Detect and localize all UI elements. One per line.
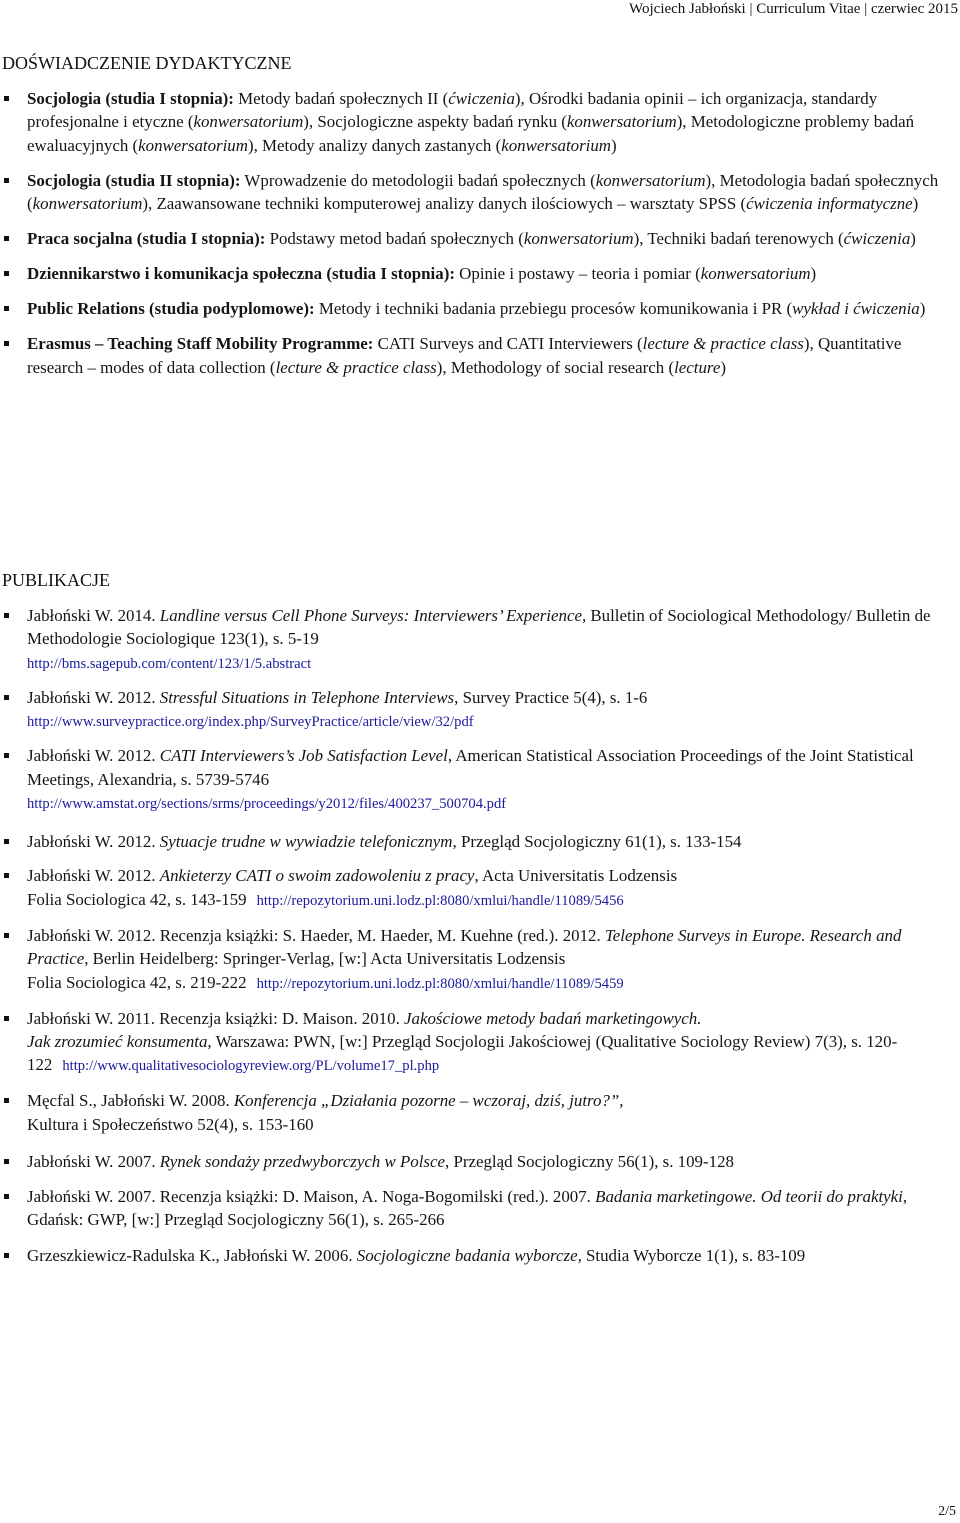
square-bullet-icon — [4, 933, 9, 938]
text-segment: Jabłoński W. 2007. Recenzja książki: D. Maison, A. Noga-Bogomilski (red.). 2007. — [27, 1186, 596, 1206]
publication-link[interactable]: http://repozytorium.uni.lodz.pl:8080/xmlui/handle/11089/5456 — [256, 892, 624, 909]
publication-item — [0, 686, 958, 733]
square-bullet-icon — [4, 1016, 9, 1021]
text-segment: konwersatorium — [595, 170, 706, 190]
text-segment: Jabłoński W. 2007. — [27, 1152, 160, 1172]
text-segment: ) — [919, 299, 926, 319]
text-segment: lecture & practice class — [642, 334, 804, 354]
text-segment: ) — [810, 264, 817, 284]
text-segment: konwersatorium — [700, 264, 811, 284]
text-segment: Socjologiczne badania wyborcze, — [356, 1245, 582, 1265]
text-segment: , Przegląd Socjologiczny 56(1), s. 109-128 — [445, 1152, 734, 1172]
publication-link[interactable]: http://www.qualitativesociologyreview.org/PL/volume17_pl.php — [62, 1058, 440, 1075]
square-bullet-icon — [4, 306, 9, 311]
teaching-item — [0, 262, 958, 285]
text-segment: konwersatorium — [193, 112, 304, 132]
publication-link[interactable]: http://www.surveypractice.org/index.php/SurveyPractice/article/view/32/pdf — [27, 714, 474, 731]
text-segment: konwersatorium — [501, 135, 612, 155]
square-bullet-icon — [4, 839, 9, 844]
square-bullet-icon — [4, 178, 9, 183]
text-segment: ), Zaawansowane techniki komputerowej analizy danych ilościowych – warsztaty SPSS ( — [142, 194, 747, 214]
teaching-list — [0, 87, 958, 391]
text-segment: ), Methodology of social research ( — [436, 357, 675, 377]
text-segment: Studia Wyborcze 1(1), s. 83-109 — [581, 1245, 806, 1265]
text-segment: Rynek sondaży przedwyborczych w Polsce — [159, 1152, 445, 1172]
square-bullet-icon — [4, 341, 9, 346]
text-segment: CATI Surveys and CATI Interviewers ( — [373, 334, 643, 354]
text-segment: konwersatorium — [523, 229, 634, 249]
text-segment: Badania marketingowe. Od teorii do praktyki — [595, 1186, 903, 1206]
text-segment: Bulletin of Sociological Methodology/ Bulletin de Methodologie Sociologique 123(1), s. 5-19 — [27, 606, 931, 649]
text-segment: lecture & practice class — [275, 357, 437, 377]
publication-item — [0, 924, 958, 995]
publication-item — [0, 1244, 958, 1267]
program-name: Dziennikarstwo i komunikacja społeczna (studia I stopnia): — [27, 264, 455, 284]
page-header: Wojciech Jabłoński | Curriculum Vitae | czerwiec 2015 — [629, 1, 958, 17]
square-bullet-icon — [4, 96, 9, 101]
text-segment: CATI Interviewers’s Job Satisfaction Level — [159, 746, 448, 766]
text-segment: Jabłoński W. 2012. — [27, 687, 160, 707]
text-segment: Stressful Situations in Telephone Interviews — [159, 687, 455, 707]
text-segment: Jabłoński W. 2011. Recenzja książki: D. Maison. 2010. — [27, 1008, 405, 1028]
text-segment: Ankieterzy CATI o swoim zadowoleniu z pracy — [159, 866, 475, 886]
text-segment: ), Metody analizy danych zastanych ( — [247, 135, 502, 155]
teaching-item — [0, 332, 958, 379]
program-name: Socjologia (studia I stopnia): — [27, 89, 234, 108]
teaching-section-title: DOŚWIADCZENIE DYDAKTYCZNE — [2, 53, 292, 73]
page-number: 2/5 — [938, 1504, 956, 1519]
text-segment: ) — [912, 194, 919, 214]
publication-item — [0, 864, 958, 911]
text-segment: Warszawa: PWN, [w:] Przegląd Socjologii Jakościowej (Qualitative Sociology Review) 7(3), s. 120-122 — [27, 1032, 898, 1075]
square-bullet-icon — [4, 1253, 9, 1258]
publication-item — [0, 604, 958, 675]
text-segment: konwersatorium — [32, 194, 143, 214]
text-segment: lecture — [674, 357, 721, 377]
square-bullet-icon — [4, 1098, 9, 1103]
text-segment: ćwiczenia — [448, 89, 515, 108]
publications-section-title: PUBLIKACJE — [2, 570, 111, 590]
text-segment: Opinie i postawy – teoria i pomiar ( — [454, 264, 701, 284]
publication-item — [0, 1150, 958, 1173]
publication-item — [0, 830, 958, 853]
text-segment: Jak zrozumieć konsumenta, — [27, 1032, 212, 1052]
text-segment: Landline versus Cell Phone Surveys: Interviewers’ Experience, — [159, 606, 587, 625]
publication-link[interactable]: http://repozytorium.uni.lodz.pl:8080/xmlui/handle/11089/5459 — [256, 975, 624, 992]
square-bullet-icon — [4, 1194, 9, 1199]
teaching-item — [0, 227, 958, 250]
text-segment: konwersatorium — [138, 135, 248, 155]
square-bullet-icon — [4, 695, 9, 700]
text-segment: Jabłoński W. 2012. — [27, 746, 160, 766]
text-segment: , Acta Universitatis Lodzensis — [474, 866, 678, 886]
text-segment: Podstawy metod badań społecznych ( — [265, 229, 524, 249]
text-segment: ), Quantitative research – modes of data collection ( — [27, 334, 902, 377]
text-segment: , Survey Practice 5(4), s. 1-6 — [454, 687, 648, 707]
text-segment: ), Metodologiczne problemy badań ewaluacyjnych ( — [27, 112, 915, 155]
text-segment: Metody badań społecznych II ( — [233, 89, 449, 108]
publication-item — [0, 1089, 958, 1136]
text-segment: Telephone Surveys in Europe. Research and Practice — [27, 925, 902, 969]
text-segment: wykład i ćwiczenia — [792, 299, 920, 319]
text-segment: Konferencja „Działania pozorne – wczoraj, dziś, jutro?” — [233, 1091, 620, 1111]
text-segment: Męcfal S., Jabłoński W. 2008. — [27, 1091, 234, 1111]
text-segment: , Gdańsk: GWP, [w:] Przegląd Socjologiczny 56(1), s. 265-266 — [27, 1186, 908, 1230]
text-segment: Folia Sociologica 42, s. 219-222 — [27, 972, 247, 992]
text-segment: Jabłoński W. 2012. Recenzja książki: S. Haeder, M. Haeder, M. Kuehne (red.). 2012. — [27, 925, 605, 945]
text-segment: , Przegląd Socjologiczny 61(1), s. 133-154 — [452, 832, 742, 852]
text-segment: , — [619, 1091, 624, 1111]
publication-link[interactable]: http://bms.sagepub.com/content/123/1/5.abstract — [27, 655, 312, 672]
publication-link[interactable]: http://www.amstat.org/sections/srms/proceedings/y2012/files/400237_500704.pdf — [27, 796, 507, 813]
text-segment: ) — [720, 357, 726, 377]
program-name: Socjologia (studia II stopnia): — [27, 170, 241, 190]
program-name: Erasmus – Teaching Staff Mobility Programme: — [27, 334, 374, 354]
square-bullet-icon — [4, 753, 9, 758]
text-segment: , Berlin Heidelberg: Springer-Verlag, [w:] Acta Universitatis Lodzensis — [84, 949, 566, 969]
text-segment: ćwiczenia informatyczne — [746, 194, 913, 214]
text-segment: ) — [910, 229, 916, 249]
square-bullet-icon — [4, 236, 9, 241]
text-segment: Metody i techniki badania przebiegu procesów komunikowania i PR ( — [314, 299, 793, 319]
text-segment: ), Techniki badań terenowych ( — [633, 229, 844, 249]
text-segment: konwersatorium — [566, 112, 677, 132]
text-segment: Jabłoński W. 2014. — [27, 606, 160, 625]
text-segment: ćwiczenia — [843, 229, 911, 249]
text-segment: Folia Sociologica 42, s. 143-159 — [27, 889, 247, 909]
text-segment: Jabłoński W. 2012. — [27, 832, 160, 852]
text-segment: Jakościowe metody badań marketingowych. — [404, 1008, 702, 1028]
publication-item — [0, 1007, 958, 1078]
text-segment: Grzeszkiewicz-Radulska K., Jabłoński W. 2006. — [27, 1245, 357, 1265]
text-segment: Wprowadzenie do metodologii badań społecznych ( — [240, 170, 596, 190]
program-name: Public Relations (studia podyplomowe): — [27, 299, 315, 319]
text-segment: ), Ośrodki badania opinii – ich organizacja, standardy profesjonalne i etyczne ( — [27, 89, 878, 132]
square-bullet-icon — [4, 1159, 9, 1164]
square-bullet-icon — [4, 613, 9, 618]
text-segment: ) — [611, 135, 617, 155]
teaching-item — [0, 169, 958, 216]
text-segment: ), Socjologiczne aspekty badań rynku ( — [303, 112, 567, 132]
teaching-item — [0, 87, 958, 157]
publications-list — [0, 604, 958, 1278]
program-name: Praca socjalna (studia I stopnia): — [27, 229, 266, 249]
teaching-item — [0, 297, 958, 320]
publication-item — [0, 744, 958, 815]
text-segment: ), Metodologia badań społecznych ( — [27, 170, 939, 214]
text-segment: Sytuacje trudne w wywiadzie telefonicznym — [159, 832, 453, 852]
square-bullet-icon — [4, 271, 9, 276]
text-segment: Jabłoński W. 2012. — [27, 866, 160, 886]
publication-item — [0, 1185, 958, 1232]
text-segment: Kultura i Społeczeństwo 52(4), s. 153-160 — [27, 1114, 314, 1134]
square-bullet-icon — [4, 873, 9, 878]
text-segment: , American Statistical Association Proceedings of the Joint Statistical Meetings, Alexandria, s. 5739-5746 — [27, 746, 914, 789]
